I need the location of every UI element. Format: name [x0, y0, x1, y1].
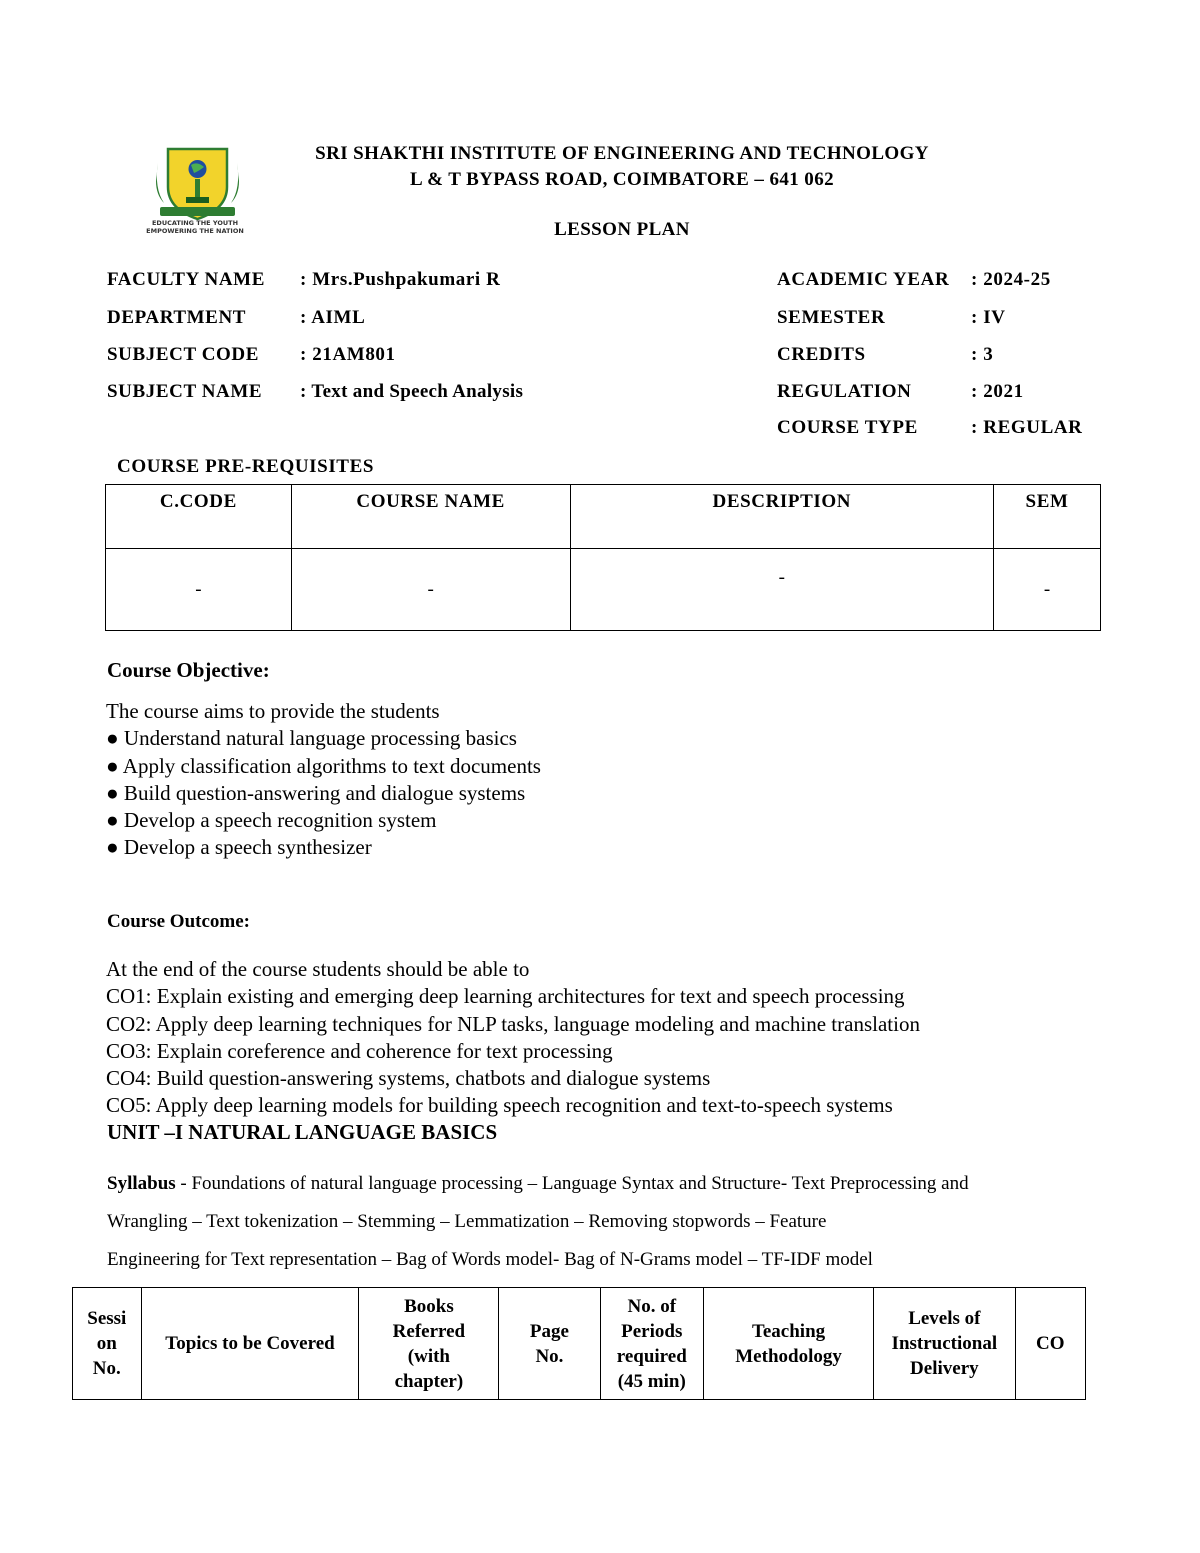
- syllabus-label: Syllabus: [107, 1173, 176, 1194]
- plan-header-levels: Levels of Instructional Delivery: [874, 1288, 1015, 1400]
- logo-tagline-1: EDUCATING THE YOUTH: [151, 219, 239, 227]
- plan-header-methodology: Teaching Methodology: [704, 1288, 874, 1400]
- plan-header-periods: No. of Periods required (45 min): [600, 1288, 704, 1400]
- outcome-block: [106, 956, 920, 1120]
- regulation-value: : 2021: [971, 381, 1024, 402]
- course-type-label: COURSE TYPE: [777, 417, 918, 438]
- prereq-cell-code: -: [106, 549, 292, 631]
- outcome-heading: Course Outcome:: [107, 911, 250, 932]
- department-label: DEPARTMENT: [107, 307, 247, 328]
- outcome-intro: At the end of the course students should be able to: [106, 957, 530, 981]
- subject-name-label: SUBJECT NAME: [107, 381, 263, 402]
- objective-item: ● Develop a speech recognition system: [106, 808, 437, 833]
- credits-value: : 3: [971, 344, 994, 365]
- objective-item: ● Apply classification algorithms to text documents: [106, 753, 541, 778]
- plan-header-topics: Topics to be Covered: [141, 1288, 359, 1400]
- prereq-cell-name: -: [291, 549, 570, 631]
- syllabus-line-2: Wrangling – Text tokenization – Stemming – Lemmatization – Removing stopwords – Feature: [107, 1211, 827, 1232]
- faculty-name-label: FACULTY NAME: [107, 269, 265, 290]
- objective-item: ● Build question-answering and dialogue systems: [106, 780, 526, 805]
- objective-heading: Course Objective:: [107, 658, 270, 682]
- semester-value: : IV: [971, 307, 1006, 328]
- department-value: : AIML: [300, 307, 366, 328]
- unit-title: UNIT –I NATURAL LANGUAGE BASICS: [107, 1120, 498, 1144]
- syllabus-line-1: [107, 1173, 969, 1195]
- plan-header-page: Page No.: [499, 1288, 600, 1400]
- objective-item: ● Develop a speech synthesizer: [106, 835, 372, 860]
- semester-label: SEMESTER: [777, 307, 886, 328]
- institute-name: SRI SHAKTHI INSTITUTE OF ENGINEERING AND TECHNOLOGY: [315, 143, 929, 164]
- plan-header-books: Books Referred (with chapter): [359, 1288, 499, 1400]
- prereq-heading: COURSE PRE-REQUISITES: [117, 456, 375, 477]
- subject-code-label: SUBJECT CODE: [107, 344, 260, 365]
- prereq-table: [105, 484, 1101, 631]
- course-type-value: : REGULAR: [971, 417, 1083, 438]
- syllabus-text: - Foundations of natural language processing – Language Syntax and Structure- Text Preprocessing and: [175, 1173, 969, 1194]
- outcome-item: CO5: Apply deep learning models for building speech recognition and text-to-speech systems: [106, 1093, 893, 1118]
- academic-year-label: ACADEMIC YEAR: [777, 269, 950, 290]
- institute-address: L & T BYPASS ROAD, COIMBATORE – 641 062: [410, 169, 834, 190]
- lesson-plan-table: [72, 1287, 1086, 1400]
- prereq-header-code: C.CODE: [106, 485, 292, 549]
- faculty-name-value: : Mrs.Pushpakumari R: [300, 269, 501, 290]
- objective-intro: The course aims to provide the students: [106, 699, 440, 723]
- prereq-header-name: COURSE NAME: [291, 485, 570, 549]
- prereq-header-sem: SEM: [994, 485, 1101, 549]
- plan-header-session: Sessi on No.: [73, 1288, 142, 1400]
- subject-name-value: : Text and Speech Analysis: [300, 381, 524, 402]
- syllabus-line-3: Engineering for Text representation – Bag of Words model- Bag of N-Grams model – TF-IDF model: [107, 1249, 873, 1270]
- prereq-header-description: DESCRIPTION: [570, 485, 994, 549]
- subject-code-value: : 21AM801: [300, 344, 396, 365]
- outcome-item: CO4: Build question-answering systems, chatbots and dialogue systems: [106, 1066, 711, 1091]
- outcome-item: CO3: Explain coreference and coherence for text processing: [106, 1038, 613, 1063]
- credits-label: CREDITS: [777, 344, 866, 365]
- outcome-item: CO1: Explain existing and emerging deep learning architectures for text and speech processing: [106, 984, 905, 1009]
- plan-header-co: CO: [1015, 1288, 1085, 1400]
- prereq-cell-sem: -: [994, 549, 1101, 631]
- outcome-item: CO2: Apply deep learning techniques for NLP tasks, language modeling and machine translation: [106, 1011, 920, 1036]
- doc-title: LESSON PLAN: [554, 219, 690, 240]
- objective-item: ● Understand natural language processing basics: [106, 726, 517, 751]
- logo-tagline-2: EMPOWERING THE NATION: [146, 227, 244, 235]
- prereq-cell-description: -: [570, 549, 994, 631]
- objective-block: [106, 698, 541, 862]
- regulation-label: REGULATION: [777, 381, 912, 402]
- academic-year-value: : 2024-25: [971, 269, 1051, 290]
